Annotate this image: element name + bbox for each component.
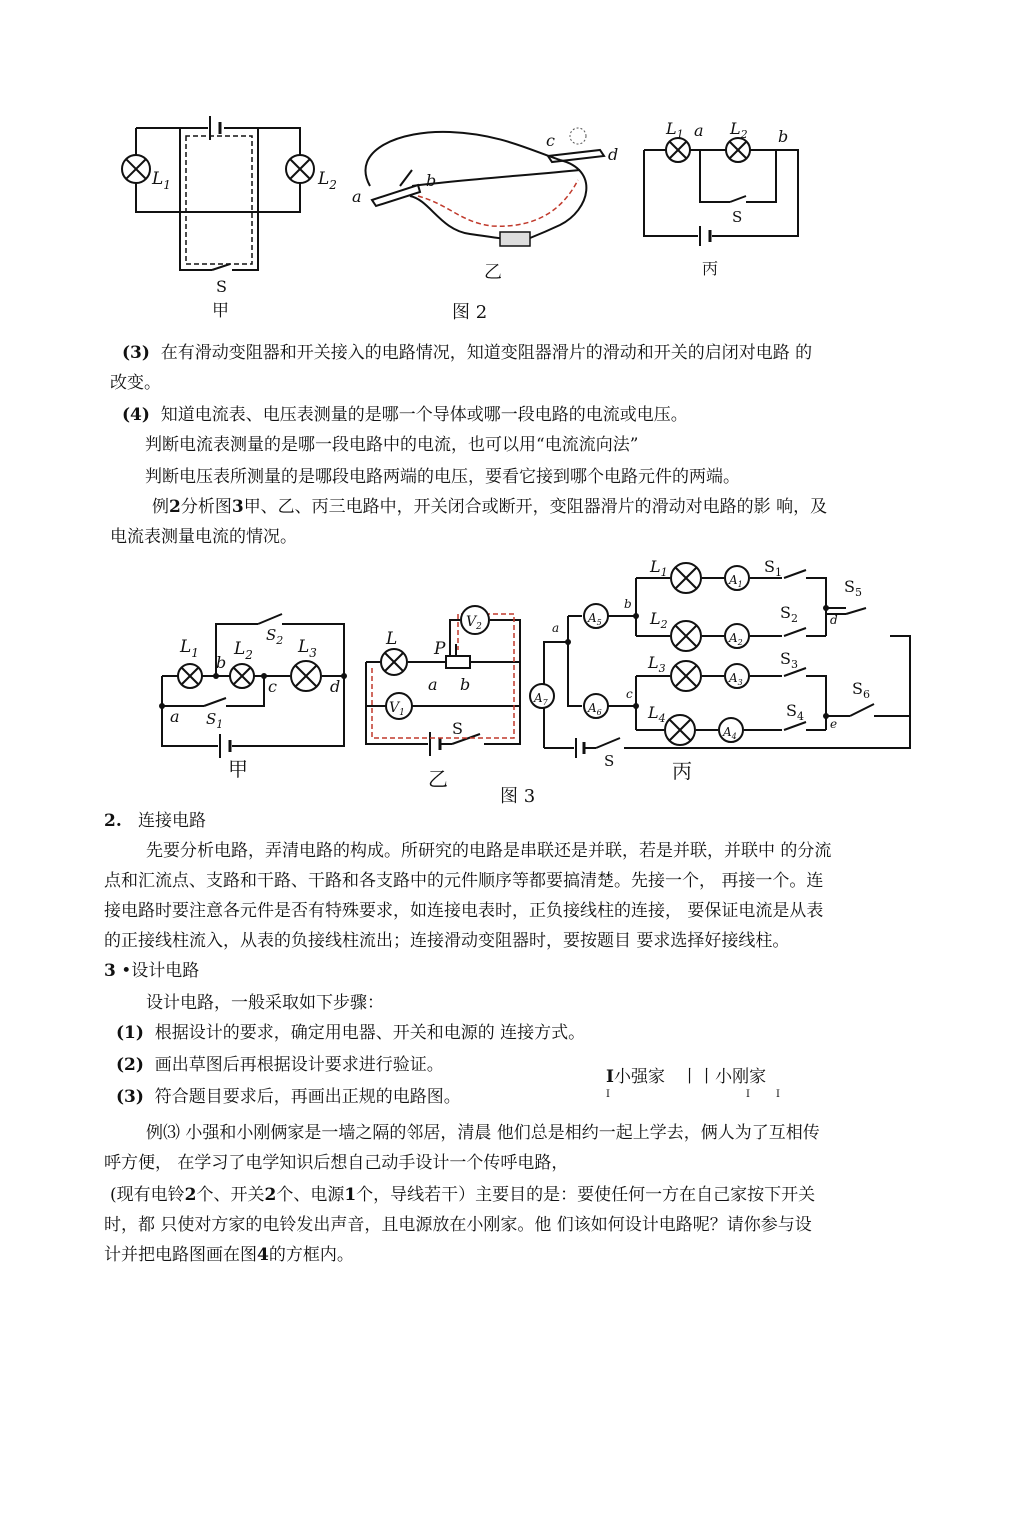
section-3-heading: 3 •设计电路: [104, 961, 200, 981]
example-3-line-1: 例⑶ 小强和小刚俩家是一墙之隔的邻居，清晨 他们总是相约一起上学去，俩人为了互相传: [146, 1123, 820, 1143]
svg-text:L: L: [386, 629, 398, 649]
svg-text:a: a: [352, 187, 362, 206]
section-2-line-1: 先要分析电路，弄清电路的构成。所研究的电路是串联还是并联，若是并联，并联中 的分流: [146, 841, 832, 861]
svg-text:c: c: [546, 131, 555, 150]
svg-text:a: a: [428, 675, 438, 694]
fig3-yi-caption: 乙: [428, 767, 448, 791]
svg-text:L2: $L_2$: [650, 609, 668, 631]
fig2-jia-l2-label: $L_2$: [318, 169, 337, 192]
svg-text:L1: $L_1$: [650, 557, 668, 579]
svg-text:A5: $A_5$: [588, 611, 602, 627]
svg-text:S1: $S_1$: [206, 710, 224, 731]
example-2: 例2分析图3甲、乙、丙三电路中，开关闭合或断开，变阻器滑片的滑动对电路的影 响，及: [152, 497, 828, 517]
fig2-jia-l1-label: $L_1$: [152, 169, 171, 192]
fig3-bing-caption: 丙: [672, 759, 692, 783]
svg-text:b: b: [460, 675, 471, 694]
step-1: (1) 根据设计的要求，确定用电器、开关和电源的 连接方式。: [116, 1023, 586, 1043]
example-3-line-4: 时，都 只使对方家的电铃发出声音，且电源放在小刚家。他 们该如何设计电路呢？请你参与设: [104, 1215, 812, 1235]
svg-text:a: a: [170, 707, 180, 726]
section-2-line-2: 点和汇流点、支路和干路、干路和各支路中的元件顺序等都要搞清楚。先接一个， 再接一个。连: [104, 871, 824, 891]
svg-text:L2: $L_2$: [234, 639, 253, 662]
example-2-cont: 电流表测量电流的情况。: [110, 527, 297, 547]
example-3-line-2: 呼方便， 在学习了电学知识后想自己动手设计一个传呼电路，: [104, 1153, 569, 1173]
svg-text:P: P: [434, 639, 446, 659]
figure-4-tick-1: I: [606, 1089, 610, 1100]
figure-2: [0, 0, 1024, 330]
svg-text:S: S: [452, 719, 463, 738]
step-2: (2) 画出草图后再根据设计要求进行验证。: [116, 1055, 444, 1075]
svg-text:L3: $L_3$: [648, 653, 666, 675]
fig2-circuit-bing: [644, 119, 798, 278]
svg-text:L2: $L_2$: [730, 119, 748, 141]
section-2-heading: 2. 连接电路: [104, 811, 206, 831]
svg-text:a: a: [694, 121, 704, 140]
fig3-circuit-yi: [366, 606, 520, 791]
svg-text:L1: $L_1$: [666, 119, 684, 141]
svg-text:L1: $L_1$: [180, 637, 199, 660]
example-3-line-3: (现有电铃2个、开关2个、电源1个，导线若干）主要目的是：要使任何一方在自己家按下开关: [110, 1185, 816, 1205]
fig2-jia-caption: 甲: [212, 301, 229, 321]
svg-text:b: b: [778, 127, 789, 146]
figure-3: [0, 550, 1024, 810]
fig3-circuit-jia: [159, 614, 347, 781]
svg-text:S: S: [604, 752, 615, 770]
ammeter-line: 判断电流表测量的是哪一段电路中的电流，也可以用“电流流向法”: [145, 435, 639, 455]
fig3-caption: 图 3: [500, 786, 536, 807]
svg-text:b: b: [426, 171, 437, 190]
svg-text:L4: $L_4$: [648, 703, 666, 725]
fig3-jia-caption: 甲: [228, 757, 248, 781]
figure-4-houses: I小强家 丨丨小刚家: [606, 1067, 767, 1087]
example-3-line-5: 计并把电路图画在图4的方框内。: [104, 1245, 354, 1265]
fig3-circuit-bing: [530, 557, 910, 783]
svg-text:e: e: [830, 717, 838, 731]
svg-text:c: c: [626, 687, 633, 701]
svg-text:S1: $S_1$: [764, 557, 782, 579]
svg-text:S3: $S_3$: [780, 649, 798, 671]
item-3: (3) 在有滑动变阻器和开关接入的电路情况，知道变阻器滑片的滑动和开关的启闭对电路 的: [122, 343, 813, 363]
svg-text:c: c: [268, 677, 277, 696]
section-2-line-4: 的正接线柱流入，从表的负接线柱流出；连接滑动变阻器时，要按题目 要求选择好接线柱。: [104, 931, 790, 951]
svg-text:S4: $S_4$: [786, 701, 804, 723]
svg-text:S2: $S_2$: [266, 626, 284, 647]
svg-text:d: d: [330, 677, 341, 696]
svg-text:A4: $A_4$: [723, 725, 737, 741]
figure-4-tick-3: I: [776, 1089, 780, 1100]
fig2-bing-caption: 丙: [702, 259, 719, 278]
svg-text:S5: $S_5$: [844, 577, 862, 599]
fig2-jia-s-label: S: [216, 277, 227, 296]
svg-text:d: d: [830, 613, 838, 627]
item-3-cont: 改变。: [110, 373, 161, 393]
svg-text:V2: $V_2$: [466, 614, 482, 632]
svg-text:S2: $S_2$: [780, 603, 798, 625]
svg-text:a: a: [552, 621, 560, 635]
svg-text:L3: $L_3$: [298, 637, 317, 660]
svg-text:b: b: [216, 653, 227, 672]
svg-text:A1: $A_1$: [729, 573, 743, 589]
svg-text:b: b: [624, 597, 632, 611]
section-2-line-3: 接电路时要注意各元件是否有特殊要求，如连接电表时，正负接线柱的连接， 要保证电流是从表: [104, 901, 824, 921]
item-4: (4) 知道电流表、电压表测量的是哪一个导体或哪一段电路的电流或电压。: [122, 405, 688, 425]
fig2-yi-caption: 乙: [484, 262, 502, 283]
svg-text:S6: $S_6$: [852, 679, 870, 701]
svg-text:d: d: [608, 145, 619, 164]
svg-text:S: S: [732, 208, 743, 226]
section-3-intro: 设计电路，一般采取如下步骤：: [146, 993, 384, 1013]
svg-text:V1: $V_1$: [389, 700, 405, 718]
voltmeter-line: 判断电压表所测量的是哪段电路两端的电压，要看它接到哪个电路元件的两端。: [145, 467, 740, 487]
fig2-circuit-jia: [122, 116, 337, 321]
svg-text:A7: $A_7$: [534, 691, 548, 707]
fig2-circuit-yi: [352, 128, 618, 283]
figure-4-tick-2: I: [746, 1089, 750, 1100]
svg-text:A2: $A_2$: [729, 631, 743, 647]
svg-text:A6: $A_6$: [588, 701, 602, 717]
step-3: (3) 符合题目要求后，再画出正规的电路图。: [116, 1087, 461, 1107]
fig2-caption: 图 2: [452, 302, 488, 323]
svg-text:A3: $A_3$: [729, 671, 743, 687]
